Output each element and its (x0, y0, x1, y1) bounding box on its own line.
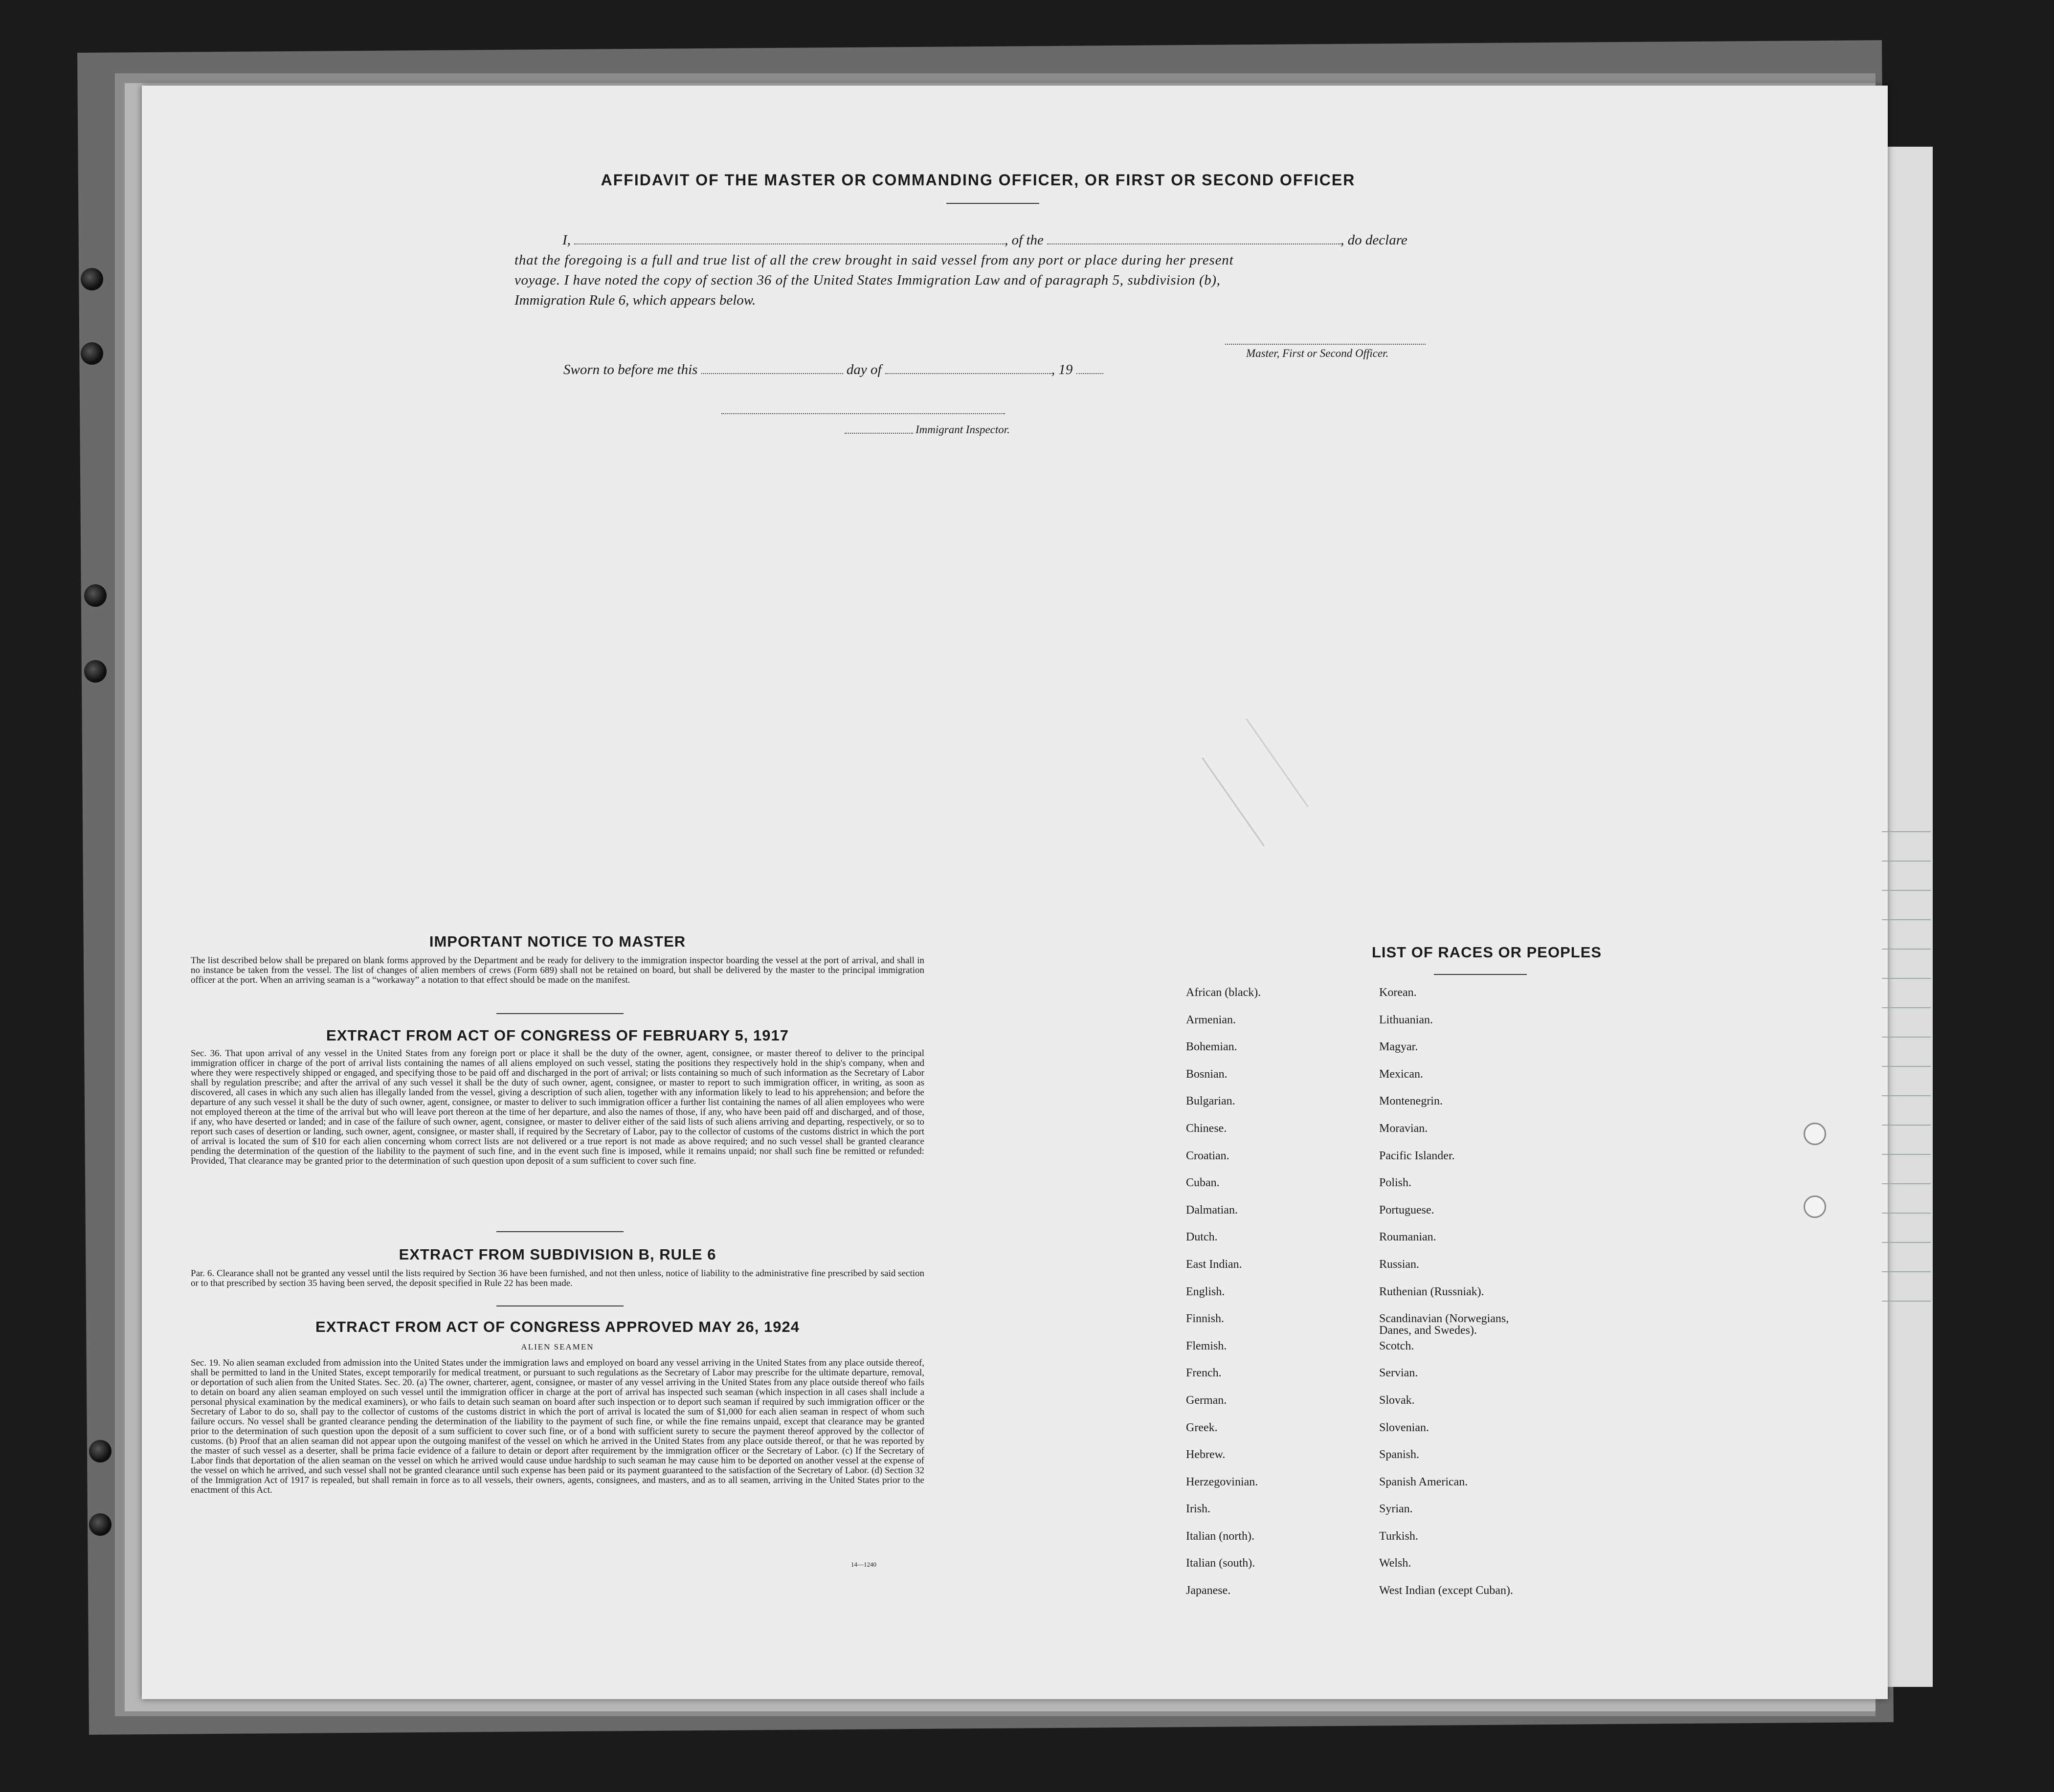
extract-1917-title: EXTRACT FROM ACT OF CONGRESS OF FEBRUARY 5, 1917 (326, 1027, 789, 1044)
race-item: Dutch. (1186, 1231, 1218, 1244)
race-item: East Indian. (1186, 1258, 1242, 1271)
extract-1924-body: Sec. 19. No alien seaman excluded from admission into the United States under the immigration laws and employed on board any vessel arriving in the United States from any place outside thereof, shall be permitted to land in the United States, except temporarily for medical treatment, or pursuant to such regulations as the Secretary of Labor may prescribe for the ultimate departure, removal, or deportation of such alien from the United States. Sec. 20. (a) The owner, charterer, agent, consignee, or master of any vessel arriving in the United States from any place outside thereof who fails to detain on board any alien seaman employed on such vessel until the immigration officer in charge at the port of arrival has inspected such seaman (which inspection in all cases shall include a personal physical examination by the medical examiners), or who fails to detain such seaman on board after such inspection or to deport such seaman if required by such immigration officer or the Secretary of Labor to do so, shall pay to the collector of customs of the customs district in which the port of arrival is located the sum of $1,000 for each alien seaman in respect of whom such failure occurs. No vessel shall be granted clearance pending the determination of the liability to the payment of such fine, or while the fine remains unpaid, except that clearance may be granted prior to the determination of such question upon the deposit of a sum sufficient to cover such fine, or of a bond with sufficient surety to secure the payment thereof approved by the collector of customs. (b) Proof that an alien seaman did not appear upon the outgoing manifest of the vessel on which he arrived in the United States from any place outside thereof, or that he was reported by the master of such vessel as a deserter, shall be prima facie evidence of a failure to detain or deport after requirement by the immigration officer or the Secretary of Labor. (c) If the Secretary of Labor finds that deportation of the alien seaman on the vessel on which he arrived would cause undue hardship to such seaman he may cause him to be deported on another vessel at the expense of the vessel on which he arrived, and such vessel shall not be granted clearance until such expense has been paid or its payment guaranteed to the satisfaction of the Secretary of Labor. (d) Section 32 of the Immigration Act of 1917 is repealed, but shall remain in force as to all vessels, their owners, agents, consignees, and masters, and as to all seamen, arriving in the United States prior to the enactment of this Act. (191, 1358, 924, 1495)
ledger-rule (1882, 1066, 1931, 1067)
master-signature-label: Master, First or Second Officer. (1246, 347, 1389, 359)
race-item: English. (1186, 1285, 1225, 1298)
ledger-rule (1882, 1271, 1931, 1272)
ledger-rule (1882, 1154, 1931, 1155)
race-item: Herzegovinian. (1186, 1475, 1258, 1488)
race-item: Polish. (1379, 1176, 1412, 1190)
race-item: Pacific Islander. (1379, 1149, 1455, 1162)
races-left-column (1186, 987, 1372, 1612)
race-item: Lithuanian. (1379, 1013, 1433, 1026)
sworn-prefix: Sworn to before me this (563, 362, 698, 377)
race-item: African (black). (1186, 986, 1261, 999)
race-item: Bulgarian. (1186, 1095, 1235, 1108)
affidavit-line-3: voyage. I have noted the copy of section 36 of the United States Immigration Law and of paragraph 5, subdivision (b), (514, 272, 1221, 288)
ledger-rule (1882, 978, 1931, 979)
race-item: Chinese. (1186, 1122, 1227, 1135)
sworn-day-blank[interactable] (701, 364, 843, 374)
race-item: Montenegrin. (1379, 1095, 1443, 1108)
race-item: Spanish. (1379, 1448, 1420, 1461)
inspector-label: Immigrant Inspector. (915, 423, 1010, 436)
inspector-signature-line[interactable] (721, 413, 1005, 414)
race-item: Italian (south). (1186, 1557, 1255, 1570)
section-divider (496, 1231, 624, 1232)
sworn-month-blank[interactable] (885, 364, 1051, 374)
binder-hole (81, 268, 103, 290)
race-item: Syrian. (1379, 1503, 1413, 1516)
title-divider (946, 203, 1039, 204)
race-item: Roumanian. (1379, 1231, 1436, 1244)
sworn-year-blank[interactable] (1076, 364, 1103, 374)
race-item: Cuban. (1186, 1176, 1220, 1190)
sworn-year: , 19 (1051, 362, 1073, 377)
binder-hole (81, 342, 103, 365)
ledger-rule (1882, 1242, 1931, 1243)
extract-rule6-title: EXTRACT FROM SUBDIVISION B, RULE 6 (399, 1246, 716, 1263)
vessel-blank[interactable] (1047, 235, 1340, 244)
race-item: Greek. (1186, 1421, 1218, 1434)
binder-hole (1804, 1195, 1826, 1218)
affidavit-line-4: Immigration Rule 6, which appears below. (514, 292, 756, 308)
race-item: Ruthenian (Russniak). (1379, 1285, 1484, 1298)
race-item: Armenian. (1186, 1013, 1236, 1026)
ledger-rule (1882, 1301, 1931, 1302)
race-item: German. (1186, 1394, 1227, 1407)
races-title: LIST OF RACES OR PEOPLES (1371, 944, 1602, 961)
race-item: Finnish. (1186, 1312, 1225, 1326)
extract-1924-subtitle: ALIEN SEAMEN (521, 1342, 594, 1351)
race-item: Japanese. (1186, 1584, 1231, 1597)
races-divider (1434, 974, 1527, 975)
notice-title: IMPORTANT NOTICE TO MASTER (429, 933, 686, 950)
binder-hole (84, 584, 107, 607)
race-item: Scotch. (1379, 1339, 1414, 1352)
form-number: 14—1240 (851, 1561, 876, 1568)
affidavit-title: AFFIDAVIT OF THE MASTER OR COMMANDING OFFICER, OR FIRST OR SECOND OFFICER (601, 171, 1356, 189)
extract-1917-body: Sec. 36. That upon arrival of any vessel in the United States from any foreign port or place it shall be the duty of the owner, agent, consignee, or master thereof to deliver to the principal immigration officer in charge of the port of arrival lists containing the names of all aliens employed on such vessel, stating the positions they respectively hold in the ship's company, when and where they were respectively shipped or engaged, and specifying those to be paid off and discharged in the port of arrival; or lists containing so much of such information as the Secretary of Labor shall by regulation prescribe; and after the arrival of any such vessel it shall be the duty of such owner, agent, consignee, or master to report to such immigration officer, in writing, as soon as discovered, all cases in which any such alien has illegally landed from the vessel, giving a description of such alien, together with any information likely to lead to his apprehension; and before the departure of any such vessel it shall be the duty of such owner, agent, consignee, or master to deliver to such immigration officer a further list containing the names of all alien employees who were not employed thereon at the time of the arrival but who will leave port thereon at the time of her departure, and also the names of those, if any, who have been paid off and discharged, and of those, if any, who have deserted or landed; and in case of the failure of such owner, agent, consignee, or master to deliver either of the said lists of such aliens arriving and departing, respectively, or so to report such cases of desertion or landing, such owner, agent, consignee, or master shall, if required by the Secretary of Labor, pay to the collector of customs of the customs district in which the port of arrival is located the sum of $10 for each alien concerning whom correct lists are not delivered or a true report is not made as above required; and no such vessel shall be granted clearance pending the determination of the question of the liability to the payment of such fine, and in the event such fine is imposed, while it remains unpaid; nor shall such fine be remitted or refunded: Provided, That clearance may be granted prior to the determination of such question upon deposit of a sum sufficient to cover such fine. (191, 1048, 924, 1166)
ledger-rule (1882, 1125, 1931, 1126)
race-item: Servian. (1379, 1367, 1418, 1380)
sworn-day-of: day of (846, 362, 882, 377)
binder-hole (84, 660, 107, 683)
race-item: Italian (north). (1186, 1529, 1254, 1543)
race-item: Bohemian. (1186, 1040, 1237, 1054)
ledger-rule (1882, 1213, 1931, 1214)
race-item: Portuguese. (1379, 1203, 1434, 1217)
inspector-signature-leader (845, 433, 913, 434)
ledger-rule (1882, 890, 1931, 891)
section-divider (496, 1305, 624, 1306)
extract-rule6-body: Par. 6. Clearance shall not be granted any vessel until the lists required by Section 36 have been furnished, and not then unless, notice of liability to the administrative fine prescribed by said section or to that prescribed by section 35 having been served, the deposit specified in Rule 22 has been made. (191, 1268, 924, 1288)
race-item: Welsh. (1379, 1557, 1411, 1570)
name-blank[interactable] (574, 235, 1005, 244)
race-item: West Indian (except Cuban). (1379, 1584, 1513, 1597)
section-divider (496, 1013, 624, 1014)
race-item: Spanish American. (1379, 1475, 1468, 1488)
binder-hole (89, 1440, 112, 1462)
race-item: Russian. (1379, 1258, 1420, 1271)
ledger-rule (1882, 1095, 1931, 1096)
race-item: Magyar. (1379, 1040, 1418, 1054)
race-item: Hebrew. (1186, 1448, 1226, 1461)
race-item: Moravian. (1379, 1122, 1428, 1135)
race-item: Korean. (1379, 986, 1417, 999)
races-right-column (1379, 987, 1585, 1612)
ledger-rule (1882, 1183, 1931, 1184)
extract-1924-title: EXTRACT FROM ACT OF CONGRESS APPROVED MAY 26, 1924 (315, 1318, 800, 1335)
race-item: Scandinavian (Norwegians, Danes, and Swedes). (1379, 1312, 1509, 1337)
ledger-rule (1882, 831, 1931, 832)
affidavit-do-declare: , do declare (1340, 232, 1407, 248)
ledger-rule (1882, 949, 1931, 950)
ledger-rule (1882, 861, 1931, 862)
race-item: Slovak. (1379, 1394, 1415, 1407)
sworn-line (563, 362, 1103, 378)
ledger-rule (1882, 919, 1931, 920)
affidavit-line-2: that the foregoing is a full and true list of all the crew brought in said vessel from any port or place during her present (514, 252, 1234, 268)
race-item: Slovenian. (1379, 1421, 1429, 1434)
race-item: Croatian. (1186, 1149, 1229, 1162)
race-item: Dalmatian. (1186, 1203, 1238, 1217)
notice-body: The list described below shall be prepared on blank forms approved by the Department and be ready for delivery to the immigration inspector boarding the vessel at the port of arrival, and shall in no instance be taken from the vessel. The list of changes of alien members of crews (Form 689) shall not be retained on board, but shall be delivered by the master to the principal immigration officer at the port. When an arriving seaman is a “workaway” a notation to that effect should be made on the manifest. (191, 955, 924, 985)
ledger-rule (1882, 1007, 1931, 1008)
affidavit-i: I, (562, 232, 571, 248)
ledger-rule (1882, 1037, 1931, 1038)
affidavit-of-the: , of the (1005, 232, 1044, 248)
race-item: Irish. (1186, 1503, 1210, 1516)
binder-hole (89, 1513, 112, 1536)
race-item: Bosnian. (1186, 1067, 1228, 1081)
master-signature-line[interactable] (1225, 344, 1426, 345)
affidavit-line-1 (562, 232, 1407, 248)
race-item: Mexican. (1379, 1067, 1423, 1081)
race-item: French. (1186, 1367, 1222, 1380)
binder-hole (1804, 1123, 1826, 1145)
race-item: Turkish. (1379, 1529, 1418, 1543)
race-item: Flemish. (1186, 1339, 1227, 1352)
